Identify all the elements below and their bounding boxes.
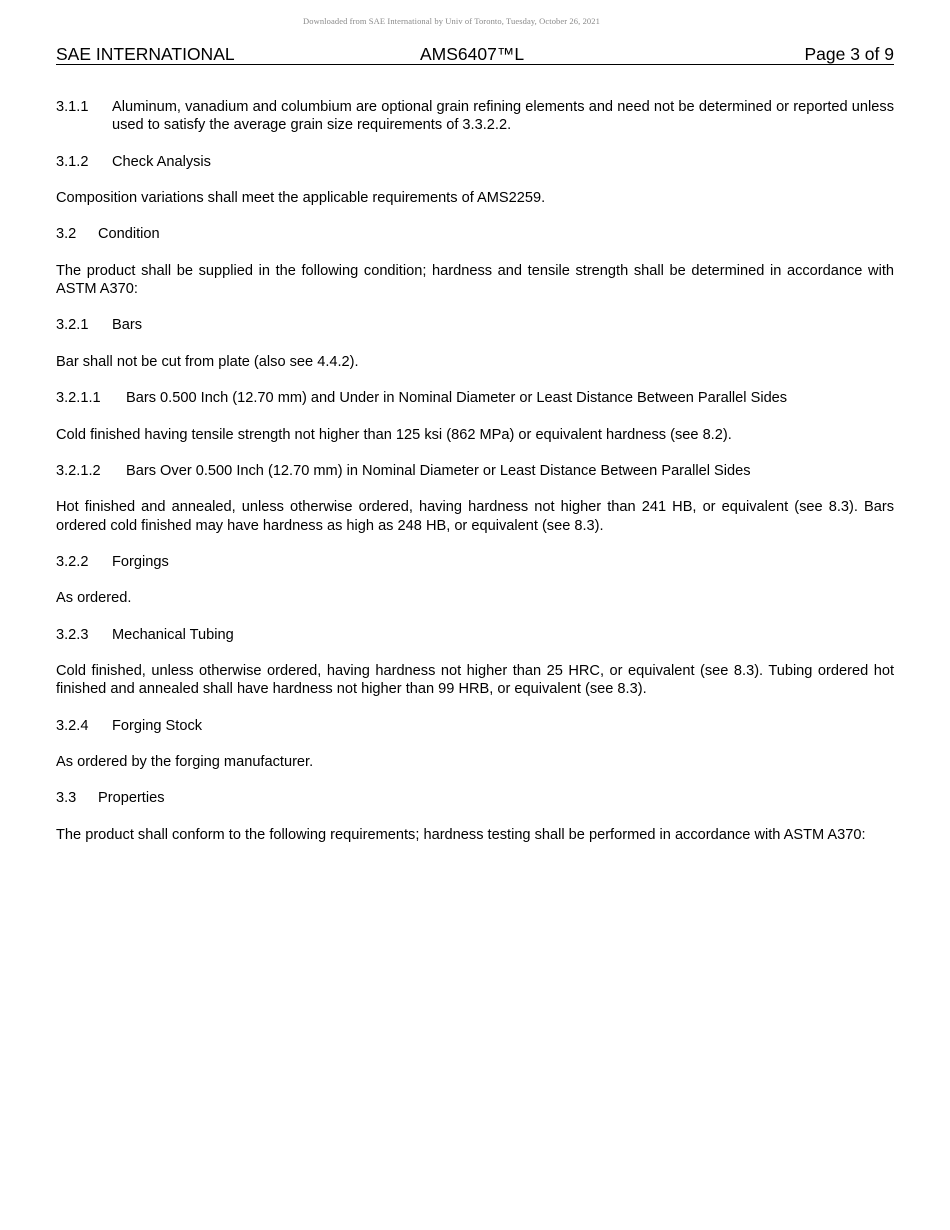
section-3-2-2-paragraph: As ordered. — [56, 590, 132, 607]
section-3-2-1-heading — [56, 316, 894, 334]
section-title: Check Analysis — [112, 153, 211, 170]
section-3-3-heading — [56, 789, 894, 807]
section-number: 3.2.3 — [56, 626, 89, 643]
section-number: 3.1.1 — [56, 99, 89, 115]
section-3-1-2-heading — [56, 153, 894, 171]
section-3-2-1-2-paragraph: Hot finished and annealed, unless otherwise ordered, having hardness not higher than 241 HB, or equivalent (see 8.3). Bars ordered cold finished may have hardness as high as 248 HB, or equivalent (see 8.3). — [56, 499, 894, 534]
section-number: 3.2.4 — [56, 717, 89, 734]
section-title: Condition — [98, 226, 160, 243]
section-number: 3.2.2 — [56, 553, 89, 570]
document-body — [56, 98, 894, 862]
section-3-2-3-heading — [56, 626, 894, 644]
section-number: 3.2 — [56, 226, 77, 243]
section-title: Bars 0.500 Inch (12.70 mm) and Under in Nominal Diameter or Least Distance Between Parallel Sides — [126, 390, 788, 407]
section-3-2-1-1-heading — [56, 389, 894, 407]
header-page-number: Page 3 of 9 — [804, 44, 894, 64]
section-number: 3.2.1.2 — [56, 462, 101, 479]
section-title: Properties — [98, 790, 165, 807]
section-3-2-4-paragraph: As ordered by the forging manufacturer. — [56, 754, 314, 771]
header-document-id: AMS6407™L — [420, 44, 525, 64]
section-text: Aluminum, vanadium and columbium are optional grain refining elements and need not be determined or reported unless used to satisfy the average grain size requirements of 3.3.2.2. — [112, 99, 894, 134]
section-3-2-1-paragraph: Bar shall not be cut from plate (also see 4.4.2). — [56, 353, 359, 370]
section-number: 3.1.2 — [56, 153, 89, 170]
section-number: 3.3 — [56, 790, 77, 807]
section-3-2-4-heading — [56, 717, 894, 735]
page-header — [56, 44, 894, 65]
section-3-2-heading — [56, 225, 894, 243]
header-organization: SAE INTERNATIONAL — [56, 44, 235, 64]
download-watermark: Downloaded from SAE International by Univ of Toronto, Tuesday, October 26, 2021 — [303, 16, 600, 26]
section-number: 3.2.1 — [56, 317, 89, 334]
section-title: Forgings — [112, 553, 169, 570]
section-3-2-3-paragraph: Cold finished, unless otherwise ordered, having hardness not higher than 25 HRC, or equivalent (see 8.3). Tubing ordered hot finished and annealed shall have hardness not higher than 99 HRB, or equivalent (see 8.3). — [56, 663, 894, 698]
section-number: 3.2.1.1 — [56, 390, 101, 407]
section-title: Bars Over 0.500 Inch (12.70 mm) in Nominal Diameter or Least Distance Between Parallel Sides — [126, 462, 751, 479]
section-3-2-paragraph: The product shall be supplied in the following condition; hardness and tensile strength shall be determined in accordance with ASTM A370: — [56, 262, 894, 297]
section-3-1-2-paragraph: Composition variations shall meet the applicable requirements of AMS2259. — [56, 189, 546, 206]
section-title: Forging Stock — [112, 717, 203, 734]
section-3-2-1-2-heading — [56, 462, 894, 480]
section-title: Bars — [112, 317, 143, 334]
section-3-2-1-1-paragraph: Cold finished having tensile strength not higher than 125 ksi (862 MPa) or equivalent hardness (see 8.2). — [56, 426, 732, 443]
section-title: Mechanical Tubing — [112, 626, 234, 643]
section-3-1-1 — [56, 98, 894, 134]
section-3-2-2-heading — [56, 553, 894, 571]
section-3-3-paragraph: The product shall conform to the following requirements; hardness testing shall be performed in accordance with ASTM A370: — [56, 826, 866, 843]
